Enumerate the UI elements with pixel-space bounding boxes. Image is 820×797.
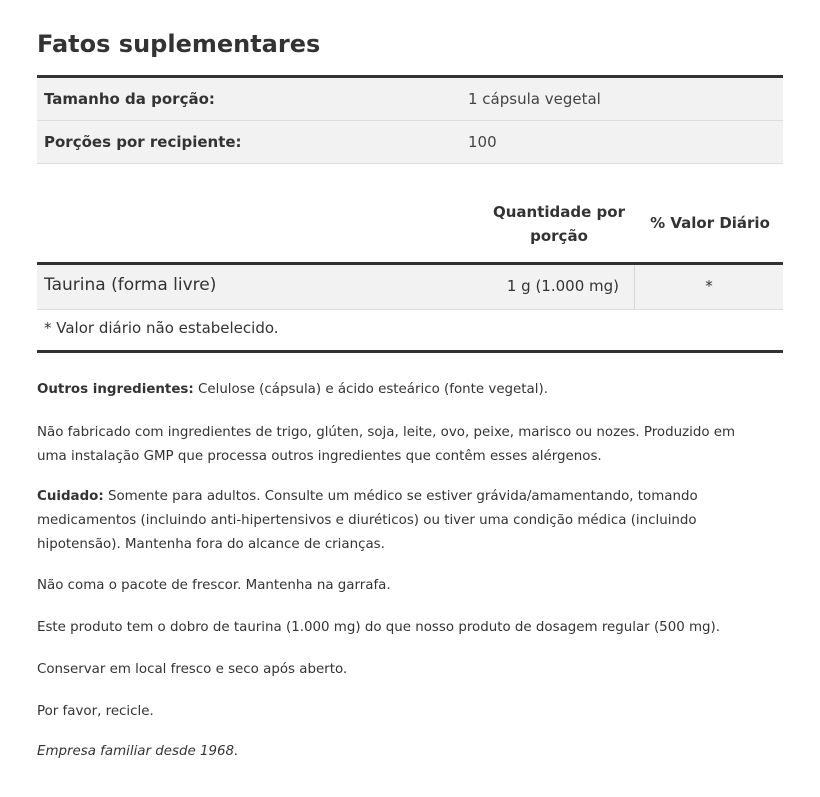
- allergen-statement: [37, 421, 783, 469]
- amount-header-line1: Quantidade por: [493, 203, 625, 221]
- caution-label: Cuidado:: [37, 489, 104, 504]
- servings-per-container-value: 100: [468, 133, 497, 151]
- amount-header-line2: porção: [530, 227, 588, 245]
- freshness-note: Não coma o pacote de frescor. Mantenha na garrafa.: [37, 578, 391, 593]
- servings-per-container-label: Porções por recipiente:: [44, 133, 242, 151]
- serving-size-value: 1 cápsula vegetal: [468, 90, 601, 108]
- nutrient-name: Taurina (forma livre): [44, 275, 217, 295]
- caution-line-2: medicamentos (incluindo anti-hipertensivos e diuréticos) ou tiver uma condição médica (incluindo: [37, 513, 697, 528]
- daily-value-footnote: [37, 310, 783, 353]
- serving-info-table: [37, 75, 783, 164]
- storage-note: Conservar em local fresco e seco após aberto.: [37, 662, 348, 677]
- amount-per-serving-header: [487, 200, 631, 248]
- family-business-note: [37, 740, 783, 764]
- double-dose-note: Este produto tem o dobro de taurina (1.000 mg) do que nosso produto de dosagem regular (500 mg).: [37, 620, 721, 635]
- caution-line-3: hipotensão). Mantenha fora do alcance de crianças.: [37, 537, 385, 552]
- servings-per-container-row: [37, 121, 783, 164]
- other-ingredients-label: Outros ingredientes:: [37, 382, 194, 397]
- family-business-text: Empresa familiar desde 1968.: [37, 744, 239, 759]
- page-title: Fatos suplementares: [37, 30, 321, 58]
- serving-size-row: [37, 78, 783, 121]
- nutrients-table-header: [37, 190, 783, 265]
- nutrient-daily-value: *: [705, 277, 713, 295]
- daily-value-header: % Valor Diário: [650, 214, 770, 232]
- caution-line-1: Somente para adultos. Consulte um médico se estiver grávida/amamentando, tomando: [103, 489, 698, 504]
- other-ingredients-text: Celulose (cápsula) e ácido esteárico (fonte vegetal).: [193, 382, 548, 397]
- serving-size-label: Tamanho da porção:: [44, 90, 215, 108]
- allergen-line-2: uma instalação GMP que processa outros ingredientes que contêm esses alérgenos.: [37, 449, 602, 464]
- footnote-text: * Valor diário não estabelecido.: [44, 319, 279, 337]
- recycle-note: Por favor, recicle.: [37, 704, 154, 719]
- nutrient-row-taurine: [37, 265, 783, 310]
- nutrient-amount: 1 g (1.000 mg): [506, 277, 619, 295]
- other-ingredients: [37, 378, 783, 402]
- allergen-line-1: Não fabricado com ingredientes de trigo, glúten, soja, leite, ovo, peixe, marisco ou nozes. Produzido em: [37, 425, 736, 440]
- caution-statement: [37, 485, 783, 557]
